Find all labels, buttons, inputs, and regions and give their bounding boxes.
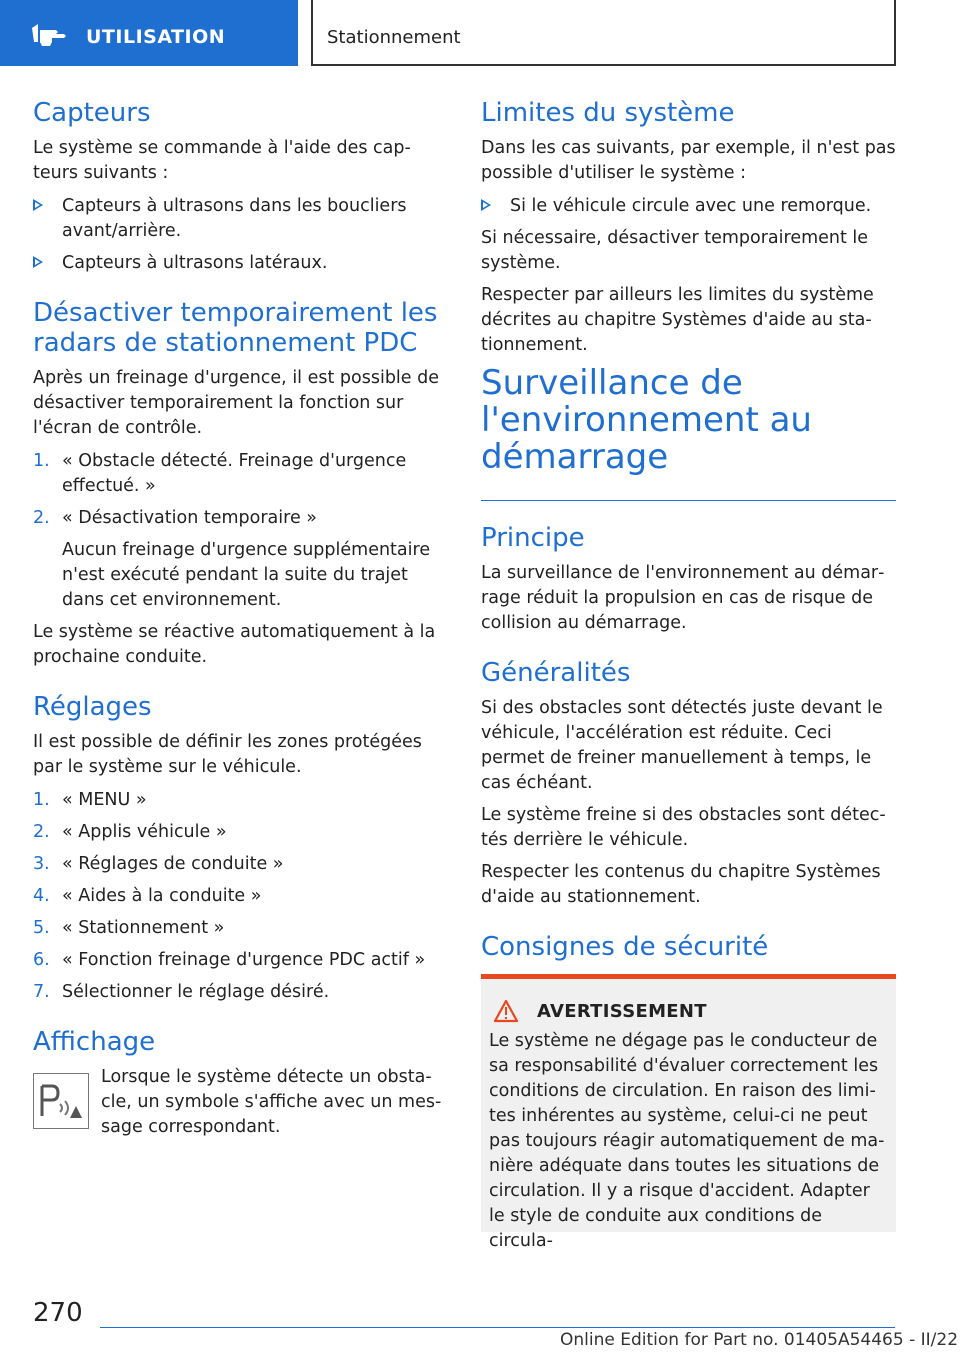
capteurs-intro: Le système se commande à l'aide des capteurs suivants : xyxy=(33,138,411,183)
footer-divider xyxy=(100,1327,895,1328)
bullet-triangle-icon xyxy=(481,199,491,211)
heading-affichage: Affichage xyxy=(33,1027,156,1057)
affichage-row xyxy=(33,1065,443,1147)
heading-desactiver: Désactiver temporairement les radars de stationnement PDC xyxy=(33,298,438,358)
desactiver-intro: Après un freinage d'urgence, il est possible de désactiver temporairement la fonction sur l'écran de contrôle. xyxy=(33,368,439,438)
limites-list xyxy=(481,194,896,219)
section-label: Stationnement xyxy=(327,27,461,48)
reglages-steps xyxy=(33,788,443,1005)
pdc-warning-icon xyxy=(33,1073,89,1129)
right-column xyxy=(481,98,896,1251)
warning-text: Le système ne dégage pas le conducteur de sa responsabilité d'évaluer correctement les conditions de circulation. En raison des limites inhérentes au système, celui-ci ne peut pas toujours réagir automatiquement de manière adéquate dans toutes les situations de circulation. Il y a risque d'accident. Adapter le style de conduite aux conditions de circula- xyxy=(489,1031,885,1251)
limites-p2: Respecter par ailleurs les limites du système décrites au chapitre Systèmes d'aide au stationnement. xyxy=(481,285,874,355)
chapter-label: UTILISATION xyxy=(86,26,226,48)
warning-triangle-icon xyxy=(493,999,519,1023)
generalites-p2: Le système freine si des obstacles sont détectés derrière le véhicule. xyxy=(481,805,886,850)
list-item: 7. Sélectionner le réglage désiré. xyxy=(33,982,330,1002)
heading-consignes: Consignes de sécurité xyxy=(481,932,769,962)
pointing-hand-icon xyxy=(30,22,70,48)
page-number: 270 xyxy=(33,1298,83,1328)
capteurs-list xyxy=(33,194,443,276)
warning-title: AVERTISSEMENT xyxy=(537,1000,707,1022)
list-item: 6. « Fonction freinage d'urgence PDC actif » xyxy=(33,950,426,970)
list-item: 4. « Aides à la conduite » xyxy=(33,886,262,906)
generalites-p3: Respecter les contenus du chapitre Systèmes d'aide au stationnement. xyxy=(481,862,881,907)
heading-limites: Limites du système xyxy=(481,98,735,128)
list-item: 2. « Désactivation temporaire » Aucun freinage d'urgence supplémentaire n'est exécuté pendant la suite du trajet dans cet environnement. xyxy=(33,508,431,610)
affichage-text: Lorsque le système détecte un obstacle, un symbole s'affiche avec un message correspondant. xyxy=(101,1067,442,1137)
heading-surveillance: Surveillance de l'environnement au démarrage xyxy=(481,363,812,477)
desactiver-outro: Le système se réactive automatiquement à la prochaine conduite. xyxy=(33,622,436,667)
chapter-tab[interactable] xyxy=(0,0,298,66)
list-item: Si le véhicule circule avec une remorque. xyxy=(481,194,896,219)
warning-body xyxy=(481,979,896,1251)
list-item: 1. « Obstacle détecté. Freinage d'urgence effectué. » xyxy=(33,451,407,496)
list-item: Capteurs à ultrasons dans les boucliers avant/arrière. xyxy=(33,194,443,244)
list-item: 5. « Stationnement » xyxy=(33,918,225,938)
bullet-triangle-icon xyxy=(33,256,43,268)
warning-box xyxy=(481,974,896,1251)
generalites-p1: Si des obstacles sont détectés juste devant le véhicule, l'accélération est réduite. Ceci permet de freiner manuellement à temps, le cas échéant. xyxy=(481,698,883,793)
list-item: 3. « Réglages de conduite » xyxy=(33,854,284,874)
heading-reglages: Réglages xyxy=(33,692,152,722)
limites-p1: Si nécessaire, désactiver temporairement le système. xyxy=(481,228,869,273)
list-item: 2. « Applis véhicule » xyxy=(33,822,227,842)
section-header xyxy=(311,0,896,66)
heading-principe: Principe xyxy=(481,523,585,553)
limites-intro: Dans les cas suivants, par exemple, il n'est pas possible d'utiliser le système : xyxy=(481,138,896,183)
bullet-triangle-icon xyxy=(33,199,43,211)
heading-capteurs: Capteurs xyxy=(33,98,151,128)
left-column xyxy=(33,98,443,1147)
desactiver-steps xyxy=(33,449,443,613)
section-divider xyxy=(481,500,896,501)
reglages-intro: Il est possible de définir les zones protégées par le système sur le véhicule. xyxy=(33,732,422,777)
warning-header xyxy=(489,999,888,1023)
heading-generalites: Généralités xyxy=(481,658,631,688)
list-item: 1. « MENU » xyxy=(33,790,147,810)
list-item: Capteurs à ultrasons latéraux. xyxy=(33,251,443,276)
footer-edition: Online Edition for Part no. 01405A54465 - II/22 xyxy=(560,1330,959,1350)
principe-text: La surveillance de l'environnement au démarrage réduit la propulsion en cas de risque de collision au démarrage. xyxy=(481,563,885,633)
